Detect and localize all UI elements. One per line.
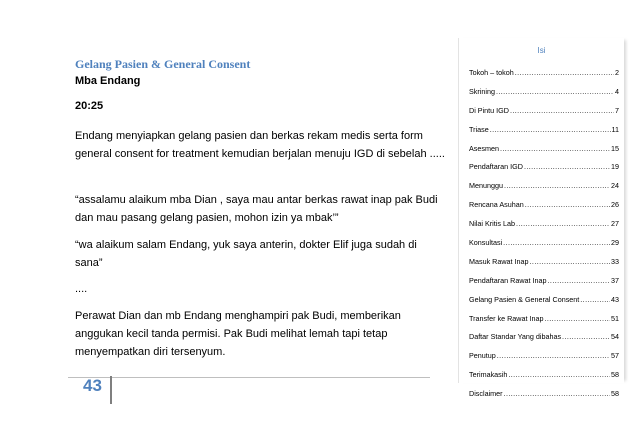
toc-leader <box>500 144 610 153</box>
toc-entry-page: 58 <box>611 370 619 380</box>
toc-entry-page: 19 <box>611 162 619 172</box>
toc-entry-page: 37 <box>611 275 619 285</box>
toc-leader <box>515 68 614 77</box>
toc-entry-label: Tokoh – tokoh <box>469 68 514 77</box>
toc-entry[interactable] <box>469 200 619 219</box>
toc-entry-page: 29 <box>611 238 619 248</box>
toc-entry[interactable] <box>469 68 619 87</box>
toc-entry-label: Pendaftaran Rawat Inap <box>469 275 547 285</box>
toc-entry-page: 2 <box>615 68 619 77</box>
toc-leader <box>548 276 610 285</box>
toc-leader <box>504 181 610 190</box>
toc-entry-label: Nilai Kritis Lab <box>469 219 515 229</box>
paragraph: Perawat Dian dan mb Endang menghampiri pak Budi, memberikan anggukan kecil tanda permisi. Pak Budi melihat lemah tapi tetap menyempatkan diri tersenyum. <box>75 310 401 358</box>
toc-entry[interactable] <box>469 219 619 238</box>
toc-entry-label: Skrining <box>469 86 495 96</box>
toc-entry-label: Konsultasi <box>469 238 503 248</box>
toc-entry[interactable] <box>469 238 619 257</box>
paragraph: Endang menyiapkan gelang pasien dan berkas rekam medis serta form general consent for treatment kemudian berjalan menuju IGD di sebelah ..... <box>75 130 445 160</box>
paragraph: .... <box>75 283 88 295</box>
toc-entry[interactable] <box>469 87 619 106</box>
chapter-author: Mba Endang <box>75 75 141 87</box>
toc-entry[interactable] <box>469 162 619 181</box>
toc-entry-page: 33 <box>611 256 619 266</box>
toc-entry-page: 51 <box>611 313 619 323</box>
toc-entry-page: 43 <box>611 294 619 304</box>
toc-leader <box>503 238 610 247</box>
toc-entry-page: 11 <box>611 124 619 134</box>
footer-divider <box>68 377 430 378</box>
toc-entry[interactable] <box>469 370 619 389</box>
toc-title: Isi <box>537 46 546 55</box>
toc-entry-page: 58 <box>611 389 619 399</box>
toc-entry-label: Penutup <box>469 351 496 361</box>
toc-entry-label: Triase <box>469 124 489 134</box>
toc-leader <box>510 106 614 115</box>
toc-leader <box>516 219 610 228</box>
toc-entry-page: 27 <box>611 219 619 229</box>
toc-leader <box>544 314 610 323</box>
page-number: 43 <box>83 376 102 395</box>
toc-entry-label: Asesmen <box>469 143 499 153</box>
toc-leader <box>524 162 610 171</box>
toc-entry[interactable] <box>469 276 619 295</box>
toc-entry-label: Di Pintu IGD <box>469 105 509 115</box>
toc-entry-page: 4 <box>615 86 619 96</box>
toc-entry-page: 26 <box>611 200 619 210</box>
toc-leader <box>496 87 614 96</box>
toc-entry-page: 24 <box>611 181 619 191</box>
toc-leader <box>580 295 610 304</box>
toc-leader <box>525 200 610 209</box>
toc-entry-label: Menunggu <box>469 181 503 191</box>
chapter-title: Gelang Pasien & General Consent <box>75 57 251 71</box>
toc-entry-label: Gelang Pasien & General Consent <box>469 294 580 304</box>
toc-entry-label: Disclaimer <box>469 389 503 399</box>
toc-entry-label: Pendaftaran IGD <box>469 162 523 172</box>
toc-entry[interactable] <box>469 351 619 370</box>
toc-entry-label: Terimakasih <box>469 370 508 380</box>
toc-leader <box>504 389 610 398</box>
toc-entry[interactable] <box>469 144 619 163</box>
toc-leader <box>490 125 611 134</box>
toc-entry-label: Masuk Rawat Inap <box>469 256 529 266</box>
toc-entry[interactable] <box>469 106 619 125</box>
toc-entry[interactable] <box>469 257 619 276</box>
toc-entry-label: Rencana Asuhan <box>469 200 524 210</box>
page-number-rule <box>110 376 112 404</box>
toc-entry[interactable] <box>469 389 619 408</box>
table-of-contents <box>458 38 624 399</box>
paragraph: “wa alaikum salam Endang, yuk saya anterin, dokter Elif juga sudah di sana” <box>75 239 417 269</box>
toc-entry[interactable] <box>469 181 619 200</box>
toc-leader <box>562 332 610 341</box>
toc-leader <box>508 370 610 379</box>
toc-entry-page: 15 <box>611 143 619 153</box>
toc-entry-page: 54 <box>611 332 619 342</box>
toc-entry-page: 7 <box>615 105 619 115</box>
toc-entry[interactable] <box>469 295 619 314</box>
toc-entry[interactable] <box>469 332 619 351</box>
paragraph: “assalamu alaikum mba Dian , saya mau antar berkas rawat inap pak Budi dan mau pasang gelang pasien, mohon izin ya mbak’” <box>75 194 438 224</box>
toc-list <box>469 68 619 408</box>
chapter-time: 20:25 <box>75 100 104 112</box>
toc-entry[interactable] <box>469 314 619 333</box>
toc-leader <box>530 257 610 266</box>
toc-entry[interactable] <box>469 125 619 144</box>
toc-entry-label: Transfer ke Rawat Inap <box>469 313 544 323</box>
toc-leader <box>497 351 610 360</box>
toc-entry-label: Daftar Standar Yang dibahas <box>469 332 562 342</box>
toc-entry-page: 57 <box>611 351 619 361</box>
